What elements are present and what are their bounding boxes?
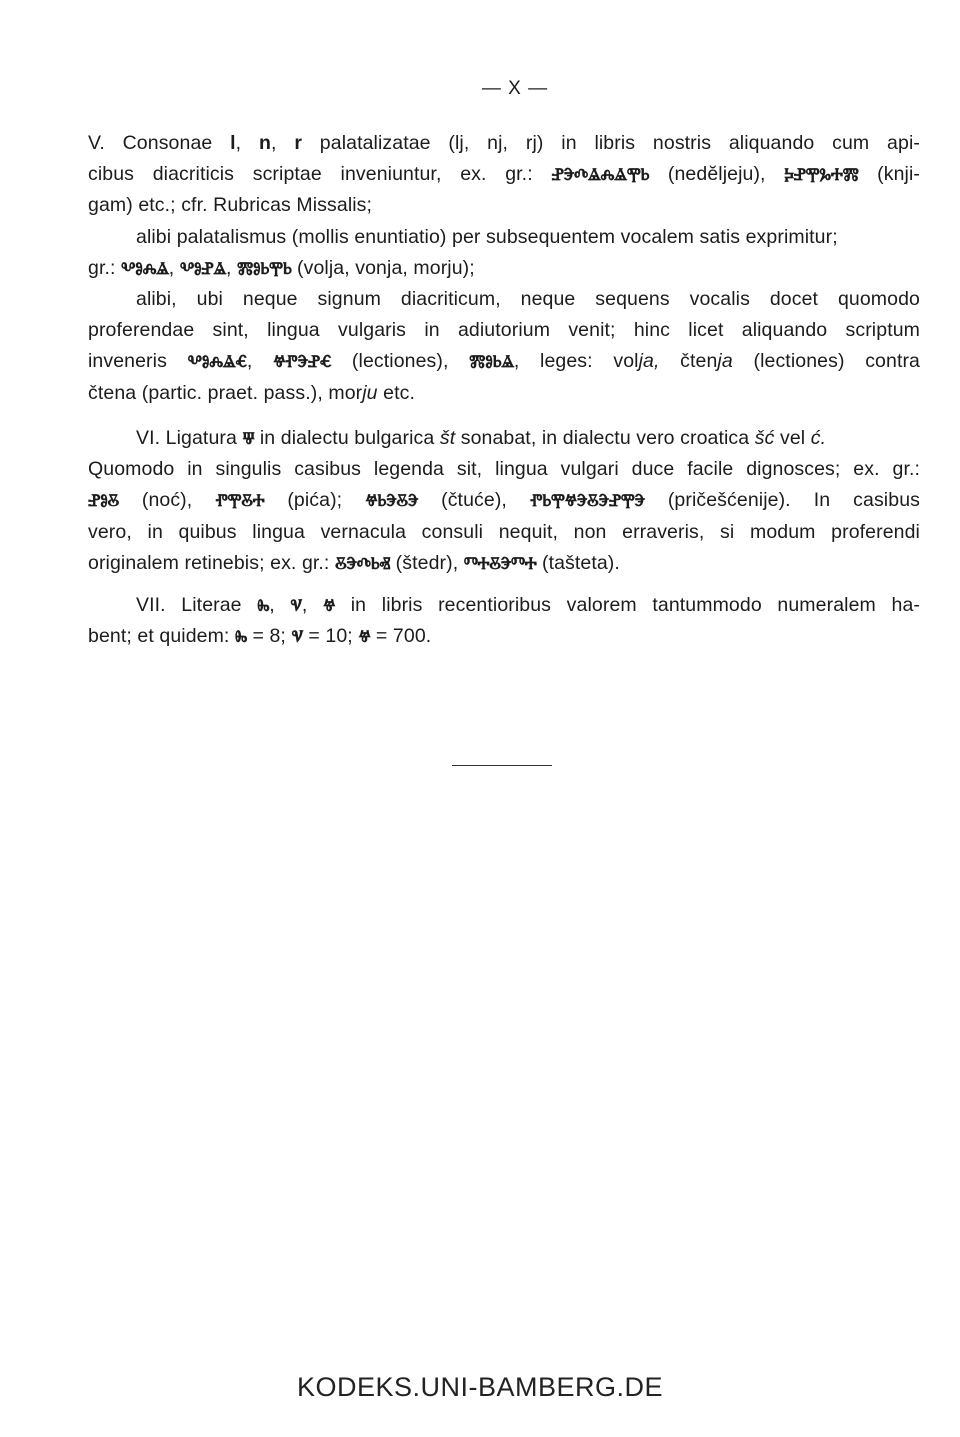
text-span: , [271, 132, 295, 154]
text-line: alibi palatalismus (mollis enuntiatio) per subsequentem vocalem satis exprimitur; [136, 225, 838, 248]
text-line [88, 548, 920, 579]
glagolitic-word: ⰐⰑⰋ [88, 491, 119, 512]
separator-rule [452, 765, 552, 766]
glagolitic-word: ⰝⰒⰅⰐⰤ [273, 352, 332, 373]
text-span: sonabat, in dialectu vero croatica [455, 427, 755, 449]
glagolitic-word: ⰏⰑⰓⰡ [469, 352, 514, 373]
text-line [88, 378, 920, 409]
glagolitic-letter: Ⰸ [257, 596, 270, 616]
text-span: (lectiones) contra [732, 350, 921, 373]
glagolitic-word: ⰏⰑⰓⰉⰓ [237, 258, 292, 279]
glagolitic-word: ⰕⰀⰋⰅⰕⰀ [463, 553, 537, 574]
text-span: (lectiones), [331, 350, 470, 373]
text-span: (pića); [264, 489, 366, 512]
text-span: = 700. [370, 625, 432, 648]
text-span: cibus diacriticis scriptae inveniuntur, ex. gr.: [88, 163, 552, 186]
text-span: , [301, 594, 324, 616]
italic-text: ja, [638, 350, 660, 373]
italic-text: ć. [810, 427, 827, 449]
text-line [88, 590, 920, 621]
text-line: Quomodo in singulis casibus legenda sit, lingua vulgari duce facile dignosces; ex. gr.: [88, 458, 920, 481]
text-span: , [246, 350, 274, 373]
glagolitic-letter: Ⱌ [291, 627, 303, 648]
glagolitic-word: ⰍⰐⰉⰃⰀⰏ [784, 165, 859, 186]
text-span: , [269, 594, 291, 616]
text-span: inveneris [88, 350, 188, 373]
text-span: V. Consonae [88, 132, 231, 154]
text-span: in dialectu bulgarica [254, 427, 440, 449]
italic-text: šć [754, 427, 775, 449]
text-span: (čtuće), [418, 489, 530, 512]
text-span: palatalizatae (lj, nj, rj) in libris nostris aliquando cum api- [302, 132, 920, 154]
text-span: (štedr), [390, 551, 464, 574]
section-v [88, 128, 920, 409]
text-line [88, 128, 920, 159]
text-span: (tašteta). [536, 551, 620, 574]
text-line [88, 346, 920, 377]
glagolitic-word: ⰝⰓⰅⰋⰅ [365, 491, 419, 512]
bold-letter: n [258, 132, 271, 154]
section-vi [88, 423, 920, 579]
text-span: , [225, 256, 237, 279]
glagolitic-word: ⰂⰑⰎⰡⰤ [187, 352, 247, 373]
glagolitic-word: ⰂⰑⰐⰡ [179, 258, 226, 279]
bold-letter: r [294, 132, 303, 154]
text-line: gam) etc.; cfr. Rubricas Missalis; [88, 194, 373, 217]
text-span: čtena (partic. praet. pass.), mor [88, 381, 363, 404]
text-span: (noć), [118, 489, 216, 512]
text-line: proferendae sint, lingua vulgaris in adiutorium venit; hinc licet aliquando scriptum [88, 319, 920, 342]
text-span: , [235, 132, 259, 154]
bold-letter: l [230, 132, 236, 154]
text-span: VI. Ligatura [136, 427, 243, 449]
text-span: čten [659, 350, 718, 373]
glagolitic-word: ⰒⰓⰉⰝⰅⰋⰅⰐⰉⰅ [529, 491, 645, 512]
text-span: VII. Literae [136, 594, 258, 616]
text-line [88, 621, 920, 652]
text-line: vero, in quibus lingua vernacula consuli nequit, non erraveris, si modum proferendi [88, 520, 920, 543]
italic-text: št [439, 427, 456, 449]
text-span: = 8; [246, 625, 292, 648]
text-line [88, 159, 920, 190]
section-vii [88, 590, 920, 652]
page-number: — X — [481, 78, 549, 99]
text-span: , leges: vol [513, 350, 639, 373]
text-span: (pričešćenije). In casibus [644, 489, 920, 512]
glagolitic-letter: Ⱌ [290, 596, 302, 616]
text-span: = 10; [302, 625, 359, 648]
glagolitic-letter: Ⱍ [323, 596, 336, 616]
glagolitic-letter: Ⰸ [234, 627, 247, 648]
glagolitic-word: ⰐⰅⰄⰡⰎⰡⰉⰓ [551, 165, 650, 186]
italic-text: ja [717, 350, 733, 373]
text-span: vel [774, 427, 811, 449]
text-span: gr.: [88, 256, 122, 279]
text-span: , [168, 256, 180, 279]
text-span: bent; et quidem: [88, 625, 235, 648]
text-span: originalem retinebis; ex. gr.: [88, 551, 335, 574]
text-span: in libris recentioribus valorem tantummodo numeralem ha- [335, 594, 920, 616]
glagolitic-word: ⰂⰑⰎⰡ [121, 258, 169, 279]
glagolitic-ligature: Ⱋ [242, 429, 255, 449]
glagolitic-word: ⰋⰅⰄⰓⰟ [334, 553, 391, 574]
text-span: (knji- [858, 163, 920, 186]
italic-text: ju [362, 381, 378, 404]
text-line [88, 253, 920, 284]
text-span: (nedĕljeju), [649, 163, 785, 186]
text-line: alibi, ubi neque signum diacriticum, neque sequens vocalis docet quomodo [136, 287, 920, 310]
text-line [88, 423, 920, 454]
text-span: etc. [377, 381, 415, 404]
glagolitic-letter: Ⱍ [358, 627, 371, 648]
text-line [88, 485, 920, 516]
glagolitic-word: ⰒⰉⰋⰀ [215, 491, 265, 512]
source-watermark: KODEKS.UNI-BAMBERG.DE [296, 1372, 664, 1402]
text-span: (volja, vonja, morju); [291, 256, 475, 279]
